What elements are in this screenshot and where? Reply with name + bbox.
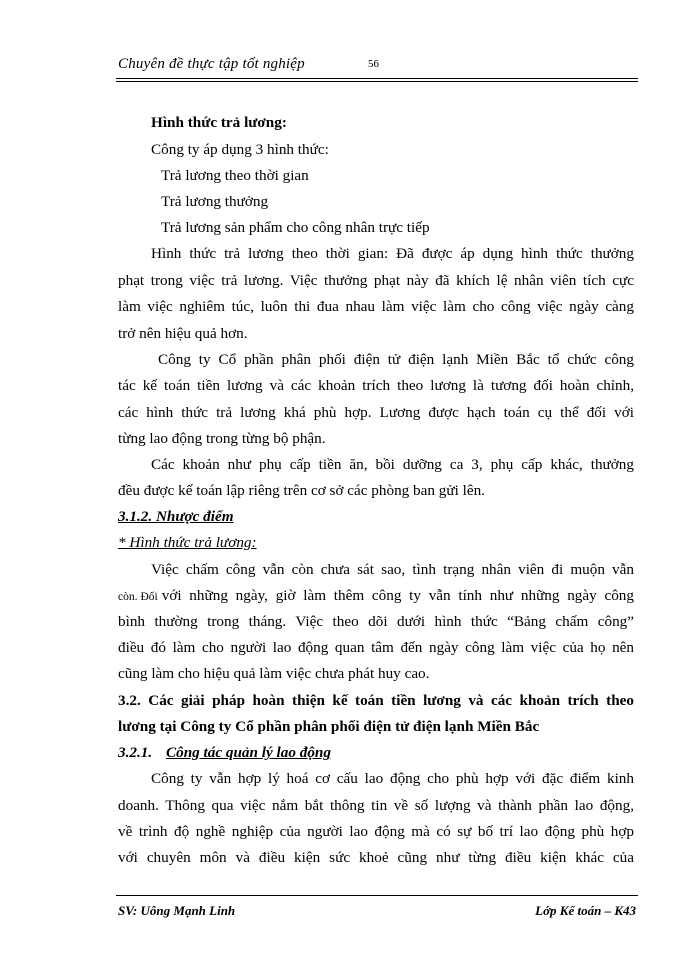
paragraph-line: Việc chấm công vẫn còn chưa sát sao, tình trạng nhân viên đi muộn vẫn bbox=[151, 561, 634, 578]
paragraph-line: điều đó làm cho người lao động quan tâm đến ngày công làm việc của họ nên bbox=[118, 639, 634, 656]
paragraph-line: về trình độ nghề nghiệp của người lao động mà có sự bố trí lao động phù hợp bbox=[118, 823, 634, 840]
list-item: Trả lương thưởng bbox=[161, 193, 269, 210]
text-fragment: với những ngày, giờ làm thêm công ty vẫn tính như những ngày công bbox=[161, 587, 634, 604]
section-heading-weaknesses: 3.1.2. Nhược điểm bbox=[118, 508, 234, 525]
paragraph-line: trở nên hiệu quả hơn. bbox=[118, 325, 248, 342]
section-heading-solutions-cont: lương tại Công ty Cổ phần phân phối điện tử điện lạnh Miền Bắc bbox=[118, 718, 540, 735]
paragraph-line: đều được kế toán lập riêng trên cơ sở các phòng ban gửi lên. bbox=[118, 482, 485, 499]
paragraph-line: tác kế toán tiền lương và các khoản trích theo lương là tương đối hoàn chỉnh, bbox=[118, 377, 634, 394]
section-heading-solutions: 3.2. Các giải pháp hoàn thiện kế toán tiền lương và các khoản trích theo bbox=[118, 692, 634, 709]
paragraph-line: Công ty Cổ phần phân phối điện tử điện lạnh Miền Bắc tổ chức công bbox=[158, 351, 634, 368]
paragraph-line: Các khoản như phụ cấp tiền ăn, bồi dưỡng ca 3, phụ cấp khác, thưởng bbox=[151, 456, 634, 473]
page-number: 56 bbox=[368, 58, 379, 70]
paragraph-line: bình thường trong tháng. Việc theo dõi dưới hình thức “Bảng chấm công” bbox=[118, 613, 634, 630]
paragraph-line: doanh. Thông qua việc nắm bắt thông tin về số lượng và thành phần lao động, bbox=[118, 797, 634, 814]
header-divider-thin bbox=[116, 81, 638, 82]
paragraph-line: từng lao động trong từng bộ phận. bbox=[118, 430, 326, 447]
subsection-heading bbox=[118, 744, 331, 762]
paragraph-line: cũng làm cho hiệu quả làm việc chưa phát huy cao. bbox=[118, 665, 430, 682]
text-fragment: còn. bbox=[118, 591, 138, 603]
heading-payment-forms: Hình thức trả lương: bbox=[151, 114, 287, 131]
paragraph-line: phạt trong việc trả lương. Việc thưởng phạt này đã khích lệ nhân viên tích cực bbox=[118, 272, 634, 289]
header-title: Chuyên đề thực tập tốt nghiệp bbox=[118, 56, 305, 72]
paragraph-line: Công ty vẫn hợp lý hoá cơ cấu lao động cho phù hợp với đặc điểm kinh bbox=[151, 770, 634, 787]
paragraph-line: với chuyên môn và điều kiện sức khoẻ cũng như từng điều kiện khác của bbox=[118, 849, 634, 866]
footer-student: SV: Uông Mạnh Linh bbox=[118, 903, 236, 918]
paragraph-line: Công ty áp dụng 3 hình thức: bbox=[151, 141, 329, 158]
subsection-number: 3.2.1. bbox=[118, 744, 153, 761]
subheading-payment-forms: * Hình thức trả lương: bbox=[118, 534, 257, 551]
footer-class: Lớp Kế toán – K43 bbox=[535, 903, 636, 918]
text-fragment: Đối bbox=[140, 591, 158, 603]
footer-divider bbox=[116, 895, 638, 896]
paragraph-line: các hình thức trả lương khá phù hợp. Lương được hạch toán cụ thể đối với bbox=[118, 404, 634, 421]
header-divider bbox=[116, 78, 638, 79]
list-item: Trả lương sản phẩm cho công nhân trực tiếp bbox=[161, 219, 430, 236]
paragraph-line: Hình thức trả lương theo thời gian: Đã được áp dụng hình thức thưởng bbox=[151, 245, 634, 262]
list-item: Trả lương theo thời gian bbox=[161, 167, 309, 184]
paragraph-line bbox=[118, 587, 634, 605]
subsection-title: Công tác quản lý lao động bbox=[165, 744, 331, 761]
paragraph-line: làm việc nghiêm túc, luôn thi đua nhau làm việc làm cho công việc ngày càng bbox=[118, 298, 634, 315]
